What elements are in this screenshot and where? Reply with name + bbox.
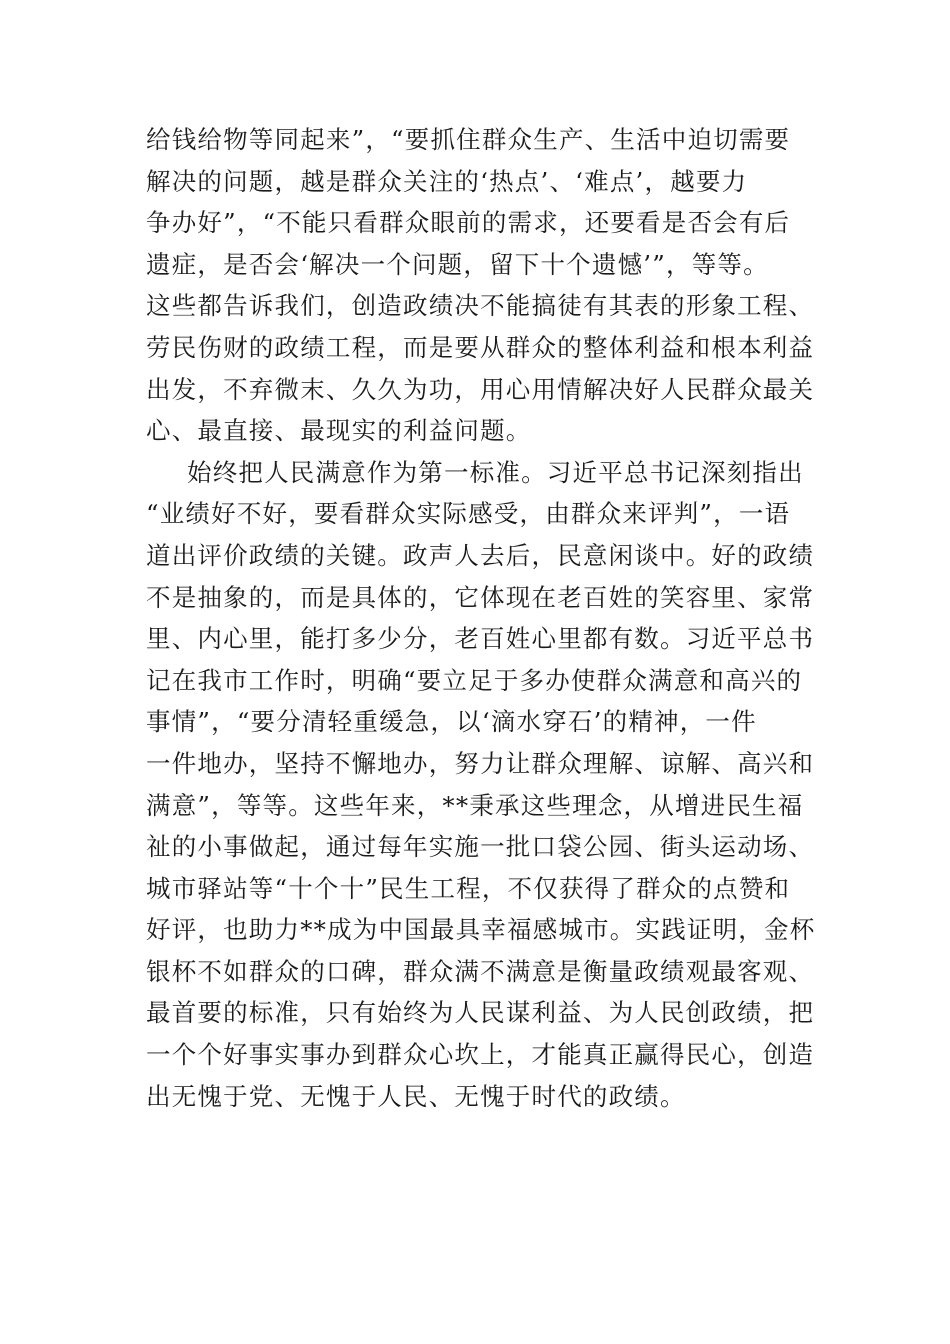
paragraph-2-line-12: 好评，也助力**成为中国最具幸福感城市。实践证明，金杯 (146, 915, 816, 945)
paragraph-2-line-6: 记在我市工作时，明确“要立足于多办使群众满意和高兴的 (146, 665, 803, 695)
paragraph-2-line-15: 一个个好事实事办到群众心坎上，才能真正赢得民心，创造 (146, 1040, 815, 1070)
paragraph-2-line-8: 一件地办，坚持不懈地办，努力让群众理解、谅解、高兴和 (146, 748, 815, 778)
body-text (146, 119, 816, 1117)
paragraph-2-line-13: 银杯不如群众的口碑，群众满不满意是衡量政绩观最客观、 (146, 956, 815, 986)
paragraph-1-line-6: 劳民伤财的政绩工程，而是要从群众的整体利益和根本利益 (146, 332, 815, 362)
paragraph-1-line-2: 解决的问题，越是群众关注的‘热点’、‘难点’，越要力 (146, 166, 748, 196)
paragraph-1-line-4: 遗症，是否会‘解决一个问题，留下十个遗憾’”，等等。 (146, 249, 769, 279)
paragraph-1-line-1: 给钱给物等同起来”，“要抓住群众生产、生活中迫切需要 (146, 125, 791, 154)
paragraph-2-line-5: 里、内心里，能打多少分，老百姓心里都有数。习近平总书 (146, 624, 815, 654)
paragraph-2-line-2: “业绩好不好，要看群众实际感受，由群众来评判”，一语 (146, 499, 791, 529)
paragraph-1-line-3: 争办好”，“不能只看群众眼前的需求，还要看是否会有后 (146, 208, 791, 238)
paragraph-2-line-4: 不是抽象的，而是具体的，它体现在老百姓的笑容里、家常 (146, 582, 815, 612)
paragraph-1-line-7: 出发，不弃微末、久久为功，用心用情解决好人民群众最关 (146, 374, 815, 404)
paragraph-1-line-5: 这些都告诉我们，创造政绩决不能搞徒有其表的形象工程、 (146, 291, 815, 321)
paragraph-1-line-8: 心、最直接、最现实的利益问题。 (146, 416, 532, 446)
paragraph-2-line-14: 最首要的标准，只有始终为人民谋利益、为人民创政绩，把 (146, 998, 815, 1028)
paragraph-2-line-16: 出无愧于党、无愧于人民、无愧于时代的政绩。 (146, 1081, 686, 1111)
paragraph-2-line-3: 道出评价政绩的关键。政声人去后，民意闲谈中。好的政绩 (146, 540, 815, 570)
paragraph-2-line-11: 城市驿站等“十个十”民生工程，不仅获得了群众的点赞和 (146, 873, 791, 903)
paragraph-2-line-7: 事情”，“要分清轻重缓急，以‘滴水穿石’的精神，一件 (146, 707, 757, 737)
paragraph-2-line-1: 始终把人民满意作为第一标准。习近平总书记深刻指出 (187, 457, 804, 487)
paragraph-2-line-9: 满意”，等等。这些年来，**秉承这些理念，从增进民生福 (146, 790, 804, 820)
paragraph-2-line-10: 祉的小事做起，通过每年实施一批口袋公园、街头运动场、 (146, 832, 815, 862)
